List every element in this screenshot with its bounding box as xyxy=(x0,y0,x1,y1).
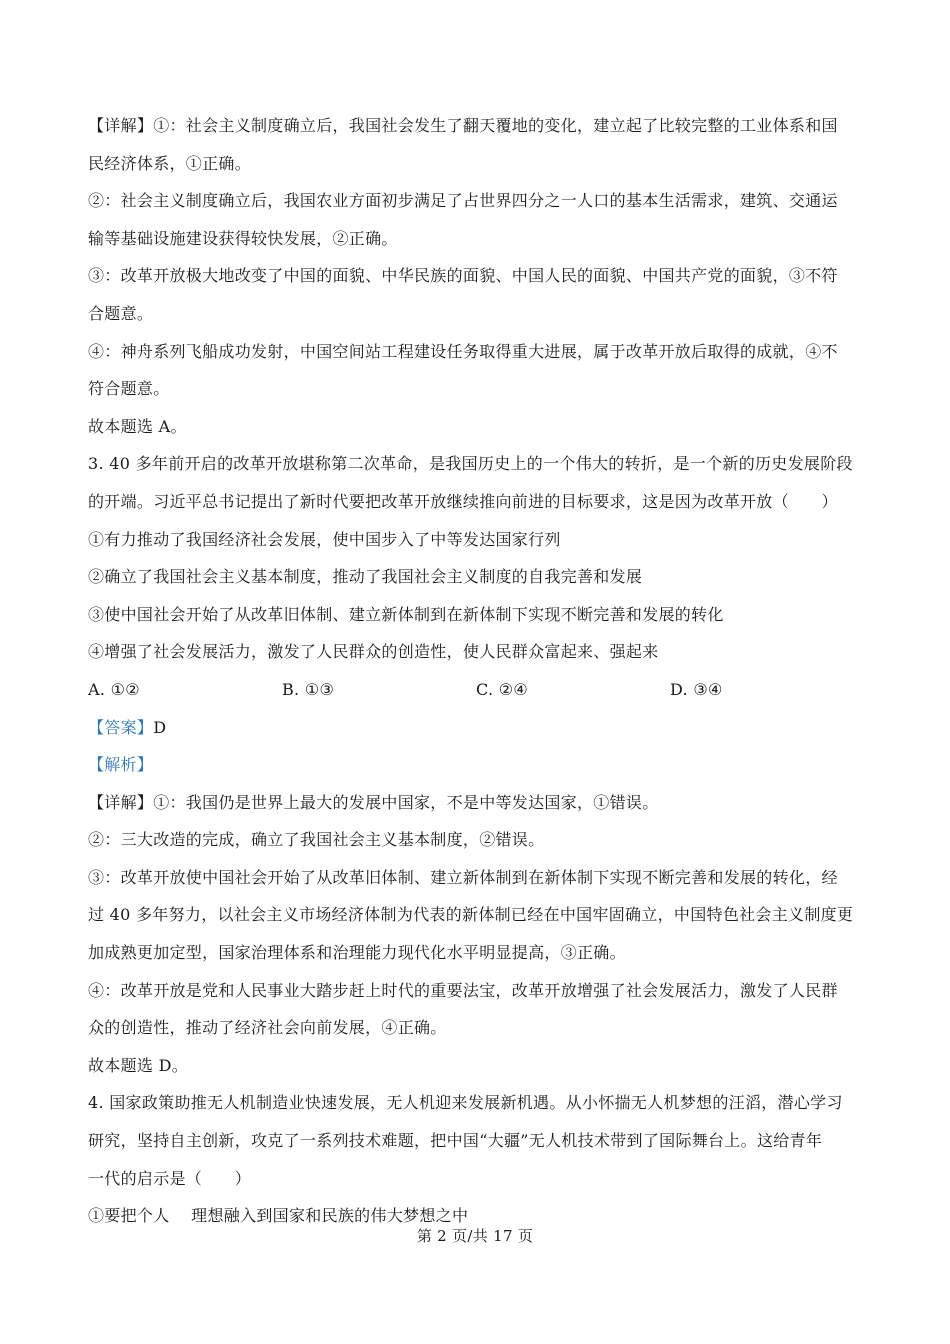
q3-options xyxy=(88,671,866,709)
q2-detail-line-3: ②：社会主义制度确立后，我国农业方面初步满足了占世界四分之一人口的基本生活需求，建筑、交通运 xyxy=(88,191,838,211)
q2-detail-line-6: 合题意。 xyxy=(88,303,154,323)
q3-conclusion: 故本题选 D。 xyxy=(88,1055,189,1075)
q3-detail-line-3: ③：改革开放使中国社会开始了从改革旧体制、建立新体制到在新体制下实现不断完善和发展的转化，经 xyxy=(88,867,838,887)
q4-stem-line-3: 一代的启示是（ ） xyxy=(88,1168,252,1188)
q3-analysis-label: 【解析】 xyxy=(88,755,154,775)
q3-option-c: C. ②④ xyxy=(476,679,529,699)
q3-option-d: D. ③④ xyxy=(670,679,723,699)
q2-detail-line-5: ③：改革开放极大地改变了中国的面貌、中华民族的面貌、中国人民的面貌、中国共产党的面貌，③不符 xyxy=(88,266,838,286)
q3-stem-line-2: 的开端。习近平总书记提出了新时代要把改革开放继续推向前进的目标要求，这是因为改革开放（ ） xyxy=(88,491,838,511)
q4-stem-line-2: 研究，坚持自主创新，攻克了一系列技术难题，把中国“大疆”无人机技术带到了国际舞台上。这给青年 xyxy=(88,1131,823,1151)
q4-statement-1: ①要把个人 理想融入到国家和民族的伟大梦想之中 xyxy=(88,1206,469,1226)
q2-detail-label: 【详解】 xyxy=(88,116,154,135)
q3-statement-3: ③使中国社会开始了从改革旧体制、建立新体制到在新体制下实现不断完善和发展的转化 xyxy=(88,604,724,624)
q2-conclusion: 故本题选 A。 xyxy=(88,416,187,436)
q3-stem-line-1: 3. 40 多年前开启的改革开放堪称第二次革命，是我国历史上的一个伟大的转折，是一个新的历史发展阶段 xyxy=(88,454,853,474)
q3-detail-line-2: ②：三大改造的完成，确立了我国社会主义基本制度，②错误。 xyxy=(88,830,545,850)
q2-detail-line-7: ④：神舟系列飞船成功发射，中国空间站工程建设任务取得重大进展，属于改革开放后取得的成就，④不 xyxy=(88,341,838,361)
q3-detail-line-6: ④：改革开放是党和人民事业大踏步赶上时代的重要法宝，改革开放增强了社会发展活力，激发了人民群 xyxy=(88,980,838,1000)
q2-detail-line-2: 民经济体系，①正确。 xyxy=(88,153,252,173)
q3-detail-line-1: 【详解】①：我国仍是世界上最大的发展中国家，不是中等发达国家，①错误。 xyxy=(88,792,659,812)
q2-detail-line-1: 【详解】①：社会主义制度确立后，我国社会发生了翻天覆地的变化，建立起了比较完整的工业体系和国 xyxy=(88,116,838,135)
q3-detail-line-7: 众的创造性，推动了经济社会向前发展，④正确。 xyxy=(88,1018,447,1038)
q3-option-a: A. ①② xyxy=(88,679,140,699)
q3-statement-4: ④增强了社会发展活力，激发了人民群众的创造性，使人民群众富起来、强起来 xyxy=(88,642,659,662)
page-content xyxy=(88,107,866,1235)
q3-detail-line-5: 加成熟更加定型，国家治理体系和治理能力现代化水平明显提高，③正确。 xyxy=(88,943,626,963)
q2-detail-line-8: 符合题意。 xyxy=(88,379,170,399)
q3-detail-label: 【详解】 xyxy=(88,792,154,812)
q3-statement-2: ②确立了我国社会主义基本制度，推动了我国社会主义制度的自我完善和发展 xyxy=(88,567,643,587)
q3-detail-line-4: 过 40 多年努力，以社会主义市场经济体制为代表的新体制已经在中国牢固确立，中国特色社会主义制度更 xyxy=(88,905,854,925)
q3-answer-value: D xyxy=(153,717,167,737)
q4-stem-line-1: 4. 国家政策助推无人机制造业快速发展，无人机迎来发展新机遇。从小怀揣无人机梦想的汪滔，潜心学习 xyxy=(88,1093,843,1113)
page-footer: 第 2 页/共 17 页 xyxy=(416,1227,534,1245)
q2-detail-line-4: 输等基础设施建设获得较快发展，②正确。 xyxy=(88,228,398,248)
q3-analysis-heading xyxy=(88,746,866,784)
q3-answer-label: 【答案】 xyxy=(88,717,154,737)
q3-statement-1: ①有力推动了我国经济社会发展，使中国步入了中等发达国家行列 xyxy=(88,529,561,549)
q3-option-b: B. ①③ xyxy=(282,679,335,699)
q3-answer xyxy=(88,709,866,747)
